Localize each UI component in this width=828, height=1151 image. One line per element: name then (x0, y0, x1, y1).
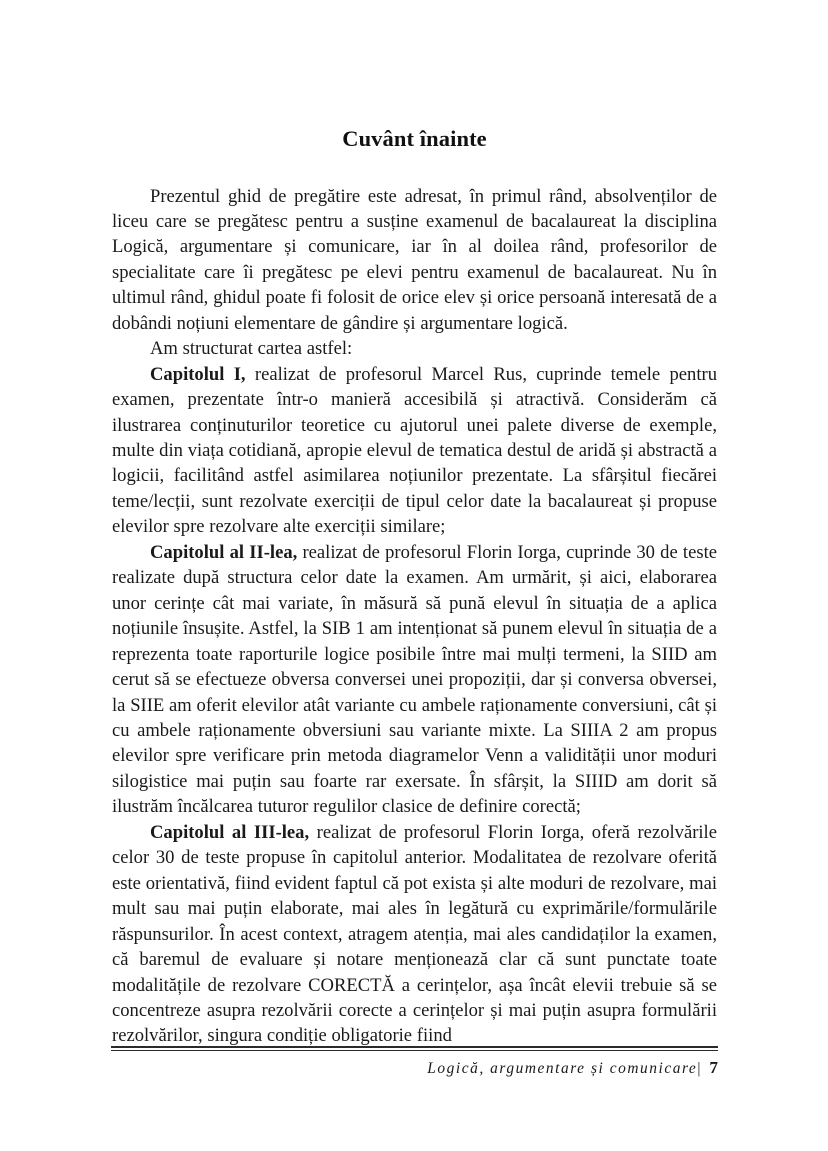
paragraph-lead: Capitolul al III-lea, (150, 821, 310, 843)
body-text-block (112, 151, 717, 1049)
paragraph-text: realizat de profesorul Florin Iorga, oferă rezolvările celor 30 de teste propuse în capitolul anterior. Modalitatea de rezolvare oferită este orientativă, fiind evident faptul că pot exista și alte moduri de rezolvare, mai mult sau mai puțin elaborate, mai ales în legătură cu exprimările/formulările răspunsurilor. În acest context, atragem atenția, mai ales candidaților la examen, că baremul de evaluare și notare menționează clar că sunt punctate toate modalitățile de rezolvare CORECTĂ a cerințelor, așa încât elevii trebuie să se concentreze asupra rezolvării corecte a cerințelor și mai puțin asupra formulării rezolvărilor, singura condiție obligatorie fiind (112, 821, 717, 1047)
paragraph-structure-intro (112, 336, 717, 361)
paragraph-text: Am structurat cartea astfel: (150, 338, 353, 360)
page-number: 7 (709, 1057, 718, 1077)
page-title: Cuvânt înainte (342, 126, 487, 151)
paragraph-chapter-2 (112, 540, 717, 820)
footer-separator: | (697, 1059, 701, 1077)
paragraph-lead: Capitolul I, (150, 363, 246, 385)
footer-running-head: Logică, argumentare și comunicare (427, 1059, 698, 1077)
paragraph-text: Prezentul ghid de pregătire este adresat, în primul rând, absolvenților de liceu care se pregătesc pentru a susține examenul de bacalaureat la disciplina Logică, argumentare și comunicare, iar în al doilea rând, profesorilor de specialitate care îi pregătesc pe elevi pentru examenul de bacalaureat. Nu în ultimul rând, ghidul poate fi folosit de orice elev și orice persoană interesată de a dobândi noțiuni elementare de gândire și argumentare logică. (112, 185, 717, 334)
paragraph-text: realizat de profesorul Marcel Rus, cuprinde temele pentru examen, prezentate într-o manieră accesibilă și atractivă. Considerăm că ilustrarea conținuturilor teoretice cu ajutorul unei palete diverse de exemple, multe din viața cotidiană, apropie elevul de tematica destul de aridă și abstractă a logicii, facilitând astfel asimilarea noțiunilor prezentate. La sfârșitul fiecărei teme/lecții, sunt rezolvate exerciții de tipul celor date la bacalaureat și propuse elevilor spre rezolvare alte exerciții similare; (112, 363, 717, 538)
paragraph-lead: Capitolul al II-lea, (150, 541, 298, 563)
page-footer (111, 1046, 718, 1079)
paragraph-intro (112, 184, 717, 337)
paragraph-chapter-1 (112, 362, 717, 540)
page-content (112, 0, 717, 1049)
footer-text (111, 1058, 718, 1079)
paragraph-text: realizat de profesorul Florin Iorga, cuprinde 30 de teste realizate după structura celor date la examen. Am urmărit, și aici, elaborarea unor cerințe cât mai variate, în măsură să pună elevul în situația de a aplica noțiunile însușite. Astfel, la SIB 1 am intenționat să punem elevul în situația de a reprezenta toate raporturile logice posibile între mai mulți termeni, la SIID am cerut să se efectueze obversa conversei unei propoziții, dar și conversa obversei, la SIIE am oferit elevilor atât variante cu ambele raționamente conversiuni, cât și cu ambele raționamente obversiuni sau variante mixte. La SIIIA 2 am propus elevilor spre verificare prin metoda diagramelor Venn a validității unor moduri silogistice mai puțin sau foarte rar exersate. În sfârșit, la SIIID am dorit să ilustrăm încălcarea tuturor regulilor clasice de definire corectă; (112, 541, 717, 818)
paragraph-chapter-3 (112, 820, 717, 1049)
footer-rule-thin (111, 1050, 718, 1051)
